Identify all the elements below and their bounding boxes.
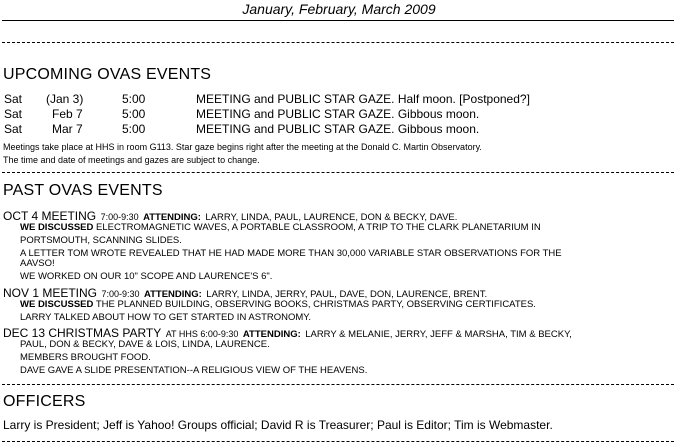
divider bbox=[2, 441, 674, 442]
discussed-label: WE DISCUSSED bbox=[20, 299, 94, 310]
divider bbox=[2, 42, 674, 43]
discussed-text: ELECTROMAGNETIC WAVES, A PORTABLE CLASSROOM, A TRIP TO THE CLARK PLANETARIUM IN bbox=[96, 222, 541, 233]
meeting-time: AT HHS 6:00-9:30 bbox=[165, 329, 239, 339]
meeting-title: NOV 1 MEETING bbox=[3, 286, 98, 300]
event-date: (Jan 3) bbox=[46, 92, 84, 106]
event-day: Sat bbox=[4, 92, 23, 106]
divider bbox=[2, 172, 674, 173]
attending-list: LARRY, LINDA, PAUL, LAURENCE, DON & BECKY, DAVE. bbox=[205, 212, 458, 223]
attending-label: ATTENDING: bbox=[242, 329, 301, 340]
note-line: WE WORKED ON OUR 10" SCOPE AND LAURENCE'S 6". bbox=[20, 271, 273, 282]
officers-heading: OFFICERS bbox=[3, 393, 86, 410]
attending-list: LARRY, LINDA, JERRY, PAUL, DAVE, DON, LAURENCE, BRENT. bbox=[206, 289, 488, 300]
divider bbox=[2, 384, 674, 385]
note-line: MEMBERS BROUGHT FOOD. bbox=[20, 352, 151, 363]
upcoming-heading: UPCOMING OVAS EVENTS bbox=[3, 66, 212, 83]
event-day: Sat bbox=[4, 107, 23, 121]
discussed-text: THE PLANNED BUILDING, OBSERVING BOOKS, CHRISTMAS PARTY, OBSERVING CERTIFICATES. bbox=[95, 299, 536, 310]
schedule-disclaimer: The time and date of meetings and gazes are subject to change. bbox=[3, 155, 260, 165]
meeting-title: OCT 4 MEETING bbox=[3, 209, 97, 223]
event-time: 5:00 bbox=[122, 122, 146, 136]
event-day: Sat bbox=[4, 122, 23, 136]
event-date: Feb 7 bbox=[52, 107, 83, 121]
attending-list: LARRY & MELANIE, JERRY, JEFF & MARSHA, TIM & BECKY, bbox=[305, 329, 572, 340]
meeting-time: 7:00-9:30 bbox=[100, 212, 139, 222]
header-rule bbox=[2, 20, 674, 21]
note-line: PAUL, DON & BECKY, DAVE & LOIS, LINDA, LAURENCE. bbox=[20, 339, 270, 350]
attending-label: ATTENDING: bbox=[143, 212, 201, 223]
meeting-title: DEC 13 CHRISTMAS PARTY bbox=[3, 326, 162, 340]
officers-text: Larry is President; Jeff is Yahoo! Groups official; David R is Treasurer; Paul is Editor; Tim is Webmaster. bbox=[3, 418, 553, 432]
note-line: LARRY TALKED ABOUT HOW TO GET STARTED IN ASTRONOMY. bbox=[20, 312, 312, 323]
discussed-line bbox=[20, 221, 541, 234]
note-line: PORTSMOUTH, SCANNING SLIDES. bbox=[20, 235, 182, 246]
note-line: DAVE GAVE A SLIDE PRESENTATION--A RELIGIOUS VIEW OF THE HEAVENS. bbox=[20, 365, 368, 376]
event-time: 5:00 bbox=[122, 92, 146, 106]
event-date: Mar 7 bbox=[52, 122, 83, 136]
event-description: MEETING and PUBLIC STAR GAZE. Half moon. [Postponed?] bbox=[196, 92, 530, 106]
event-description: MEETING and PUBLIC STAR GAZE. Gibbous moon. bbox=[196, 122, 480, 136]
event-time: 5:00 bbox=[122, 107, 146, 121]
note-line: A LETTER TOM WROTE REVEALED THAT HE HAD MADE MORE THAN 30,000 VARIABLE STAR OBSERVATIONS FOR THE bbox=[20, 248, 562, 259]
discussed-label: WE DISCUSSED bbox=[20, 222, 94, 233]
note-line: AAVSO! bbox=[20, 258, 55, 269]
attending-label: ATTENDING: bbox=[143, 289, 202, 300]
event-description: MEETING and PUBLIC STAR GAZE. Gibbous moon. bbox=[196, 107, 480, 121]
discussed-line bbox=[20, 298, 536, 311]
page-header: January, February, March 2009 bbox=[242, 1, 436, 17]
meeting-location-note: Meetings take place at HHS in room G113. Star gaze begins right after the meeting at the Donald C. Martin Observatory. bbox=[3, 142, 482, 152]
past-heading: PAST OVAS EVENTS bbox=[3, 182, 163, 199]
meeting-time: 7:00-9:30 bbox=[101, 289, 140, 299]
